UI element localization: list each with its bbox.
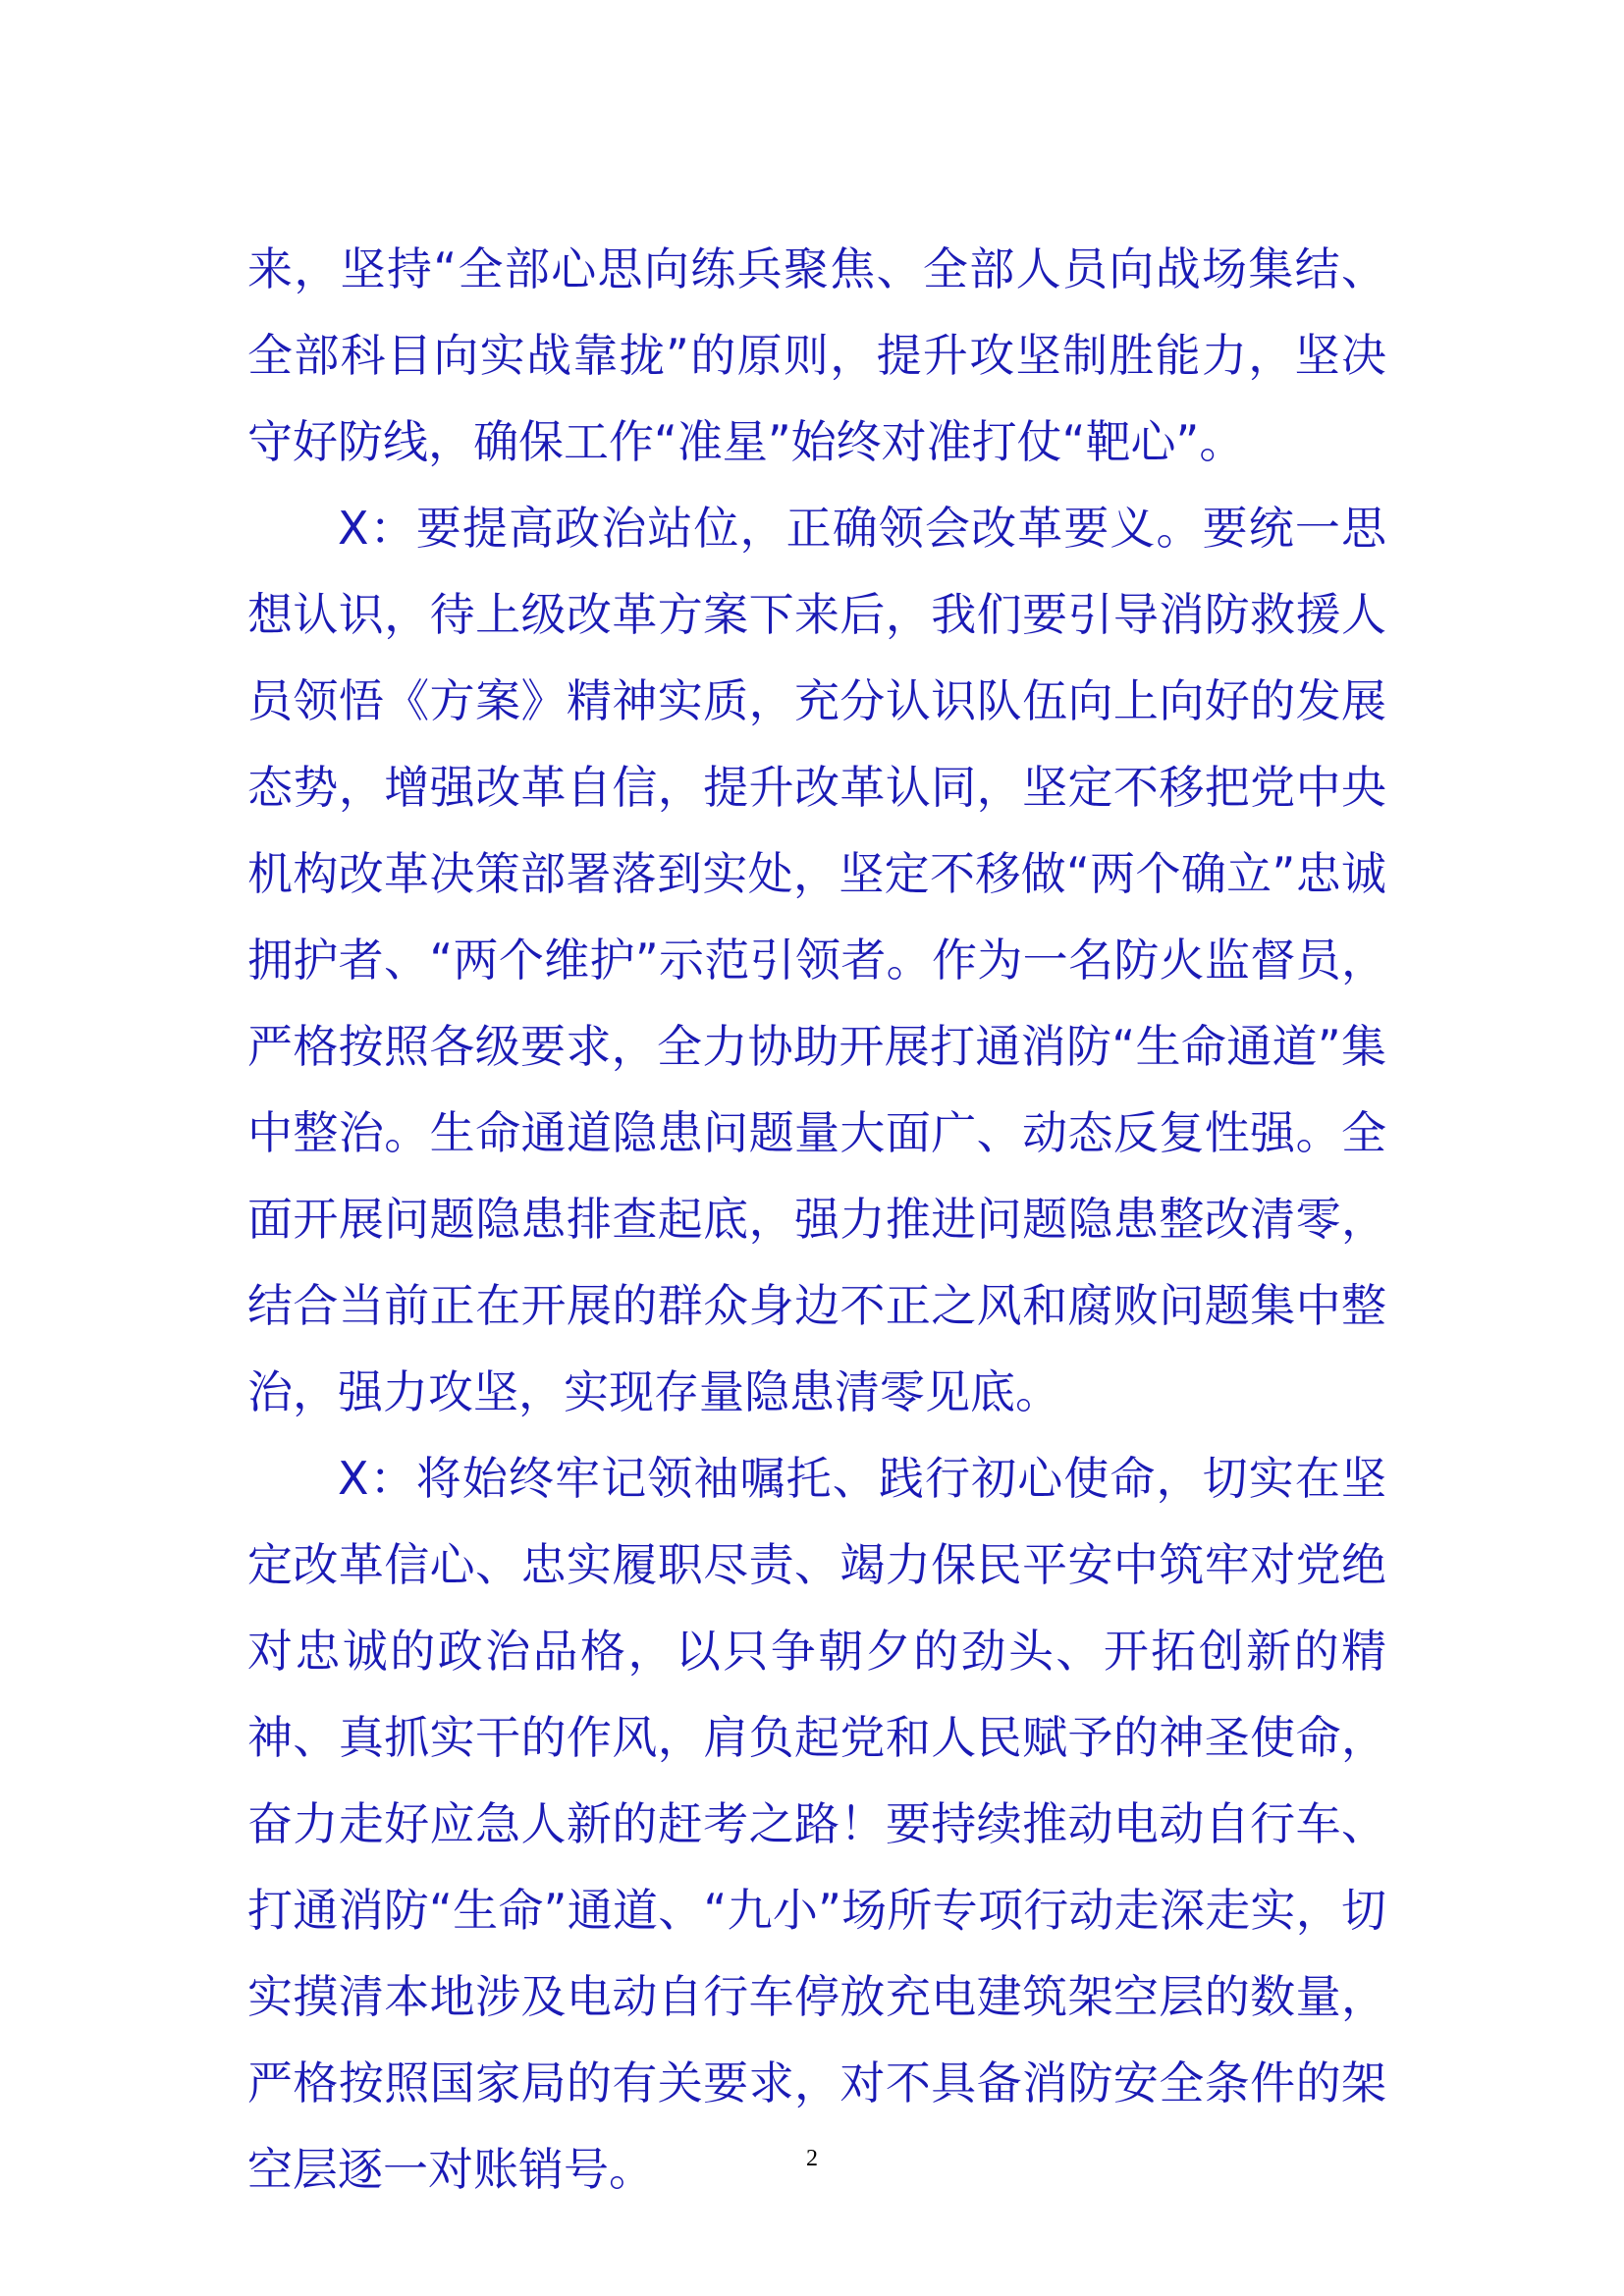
- page-number: 2: [806, 2146, 818, 2171]
- paragraph-statement-2: X：将始终牢记领袖嘱托、践行初心使命，切实在坚定改革信心、忠实履职尽责、竭力保民平安中筑牢对党绝对忠诚的政治品格，以只争朝夕的劲头、开拓创新的精神、真抓实干的作风，肩负起党和人民赋予的神圣使命，奋力走好应急人新的赶考之路！要持续推动电动自行车、打通消防“生命”通道、“九小”场所专项行动走深走实，切实摸清本地涉及电动自行车停放充电建筑架空层的数量，严格按照国家局的有关要求，对不具备消防安全条件的架空层逐一对账销号。: [247, 1452, 1386, 2196]
- paragraph-statement-1: X：要提高政治站位，正确领会改革要义。要统一思想认识，待上级改革方案下来后，我们要引导消防救援人员领悟《方案》精神实质，充分认识队伍向上向好的发展态势，增强改革自信，提升改革认同，坚定不移把党中央机构改革决策部署落到实处，坚定不移做“两个确立”忠诚拥护者、“两个维护”示范引领者。作为一名防火监督员，严格按照各级要求，全力协助开展打通消防“生命通道”集中整治。生命通道隐患问题量大面广、动态反复性强。全面开展问题隐患排查起底，强力推进问题隐患整改清零，结合当前正在开展的群众身边不正之风和腐败问题集中整治，强力攻坚，实现存量隐患清零见底。: [247, 502, 1386, 1418]
- document-body: [247, 226, 1386, 2213]
- paragraph-continuation: 来，坚持“全部心思向练兵聚焦、全部人员向战场集结、全部科目向实战靠拢”的原则，提升攻坚制胜能力，坚决守好防线，确保工作“准星”始终对准打仗“靶心”。: [247, 242, 1386, 468]
